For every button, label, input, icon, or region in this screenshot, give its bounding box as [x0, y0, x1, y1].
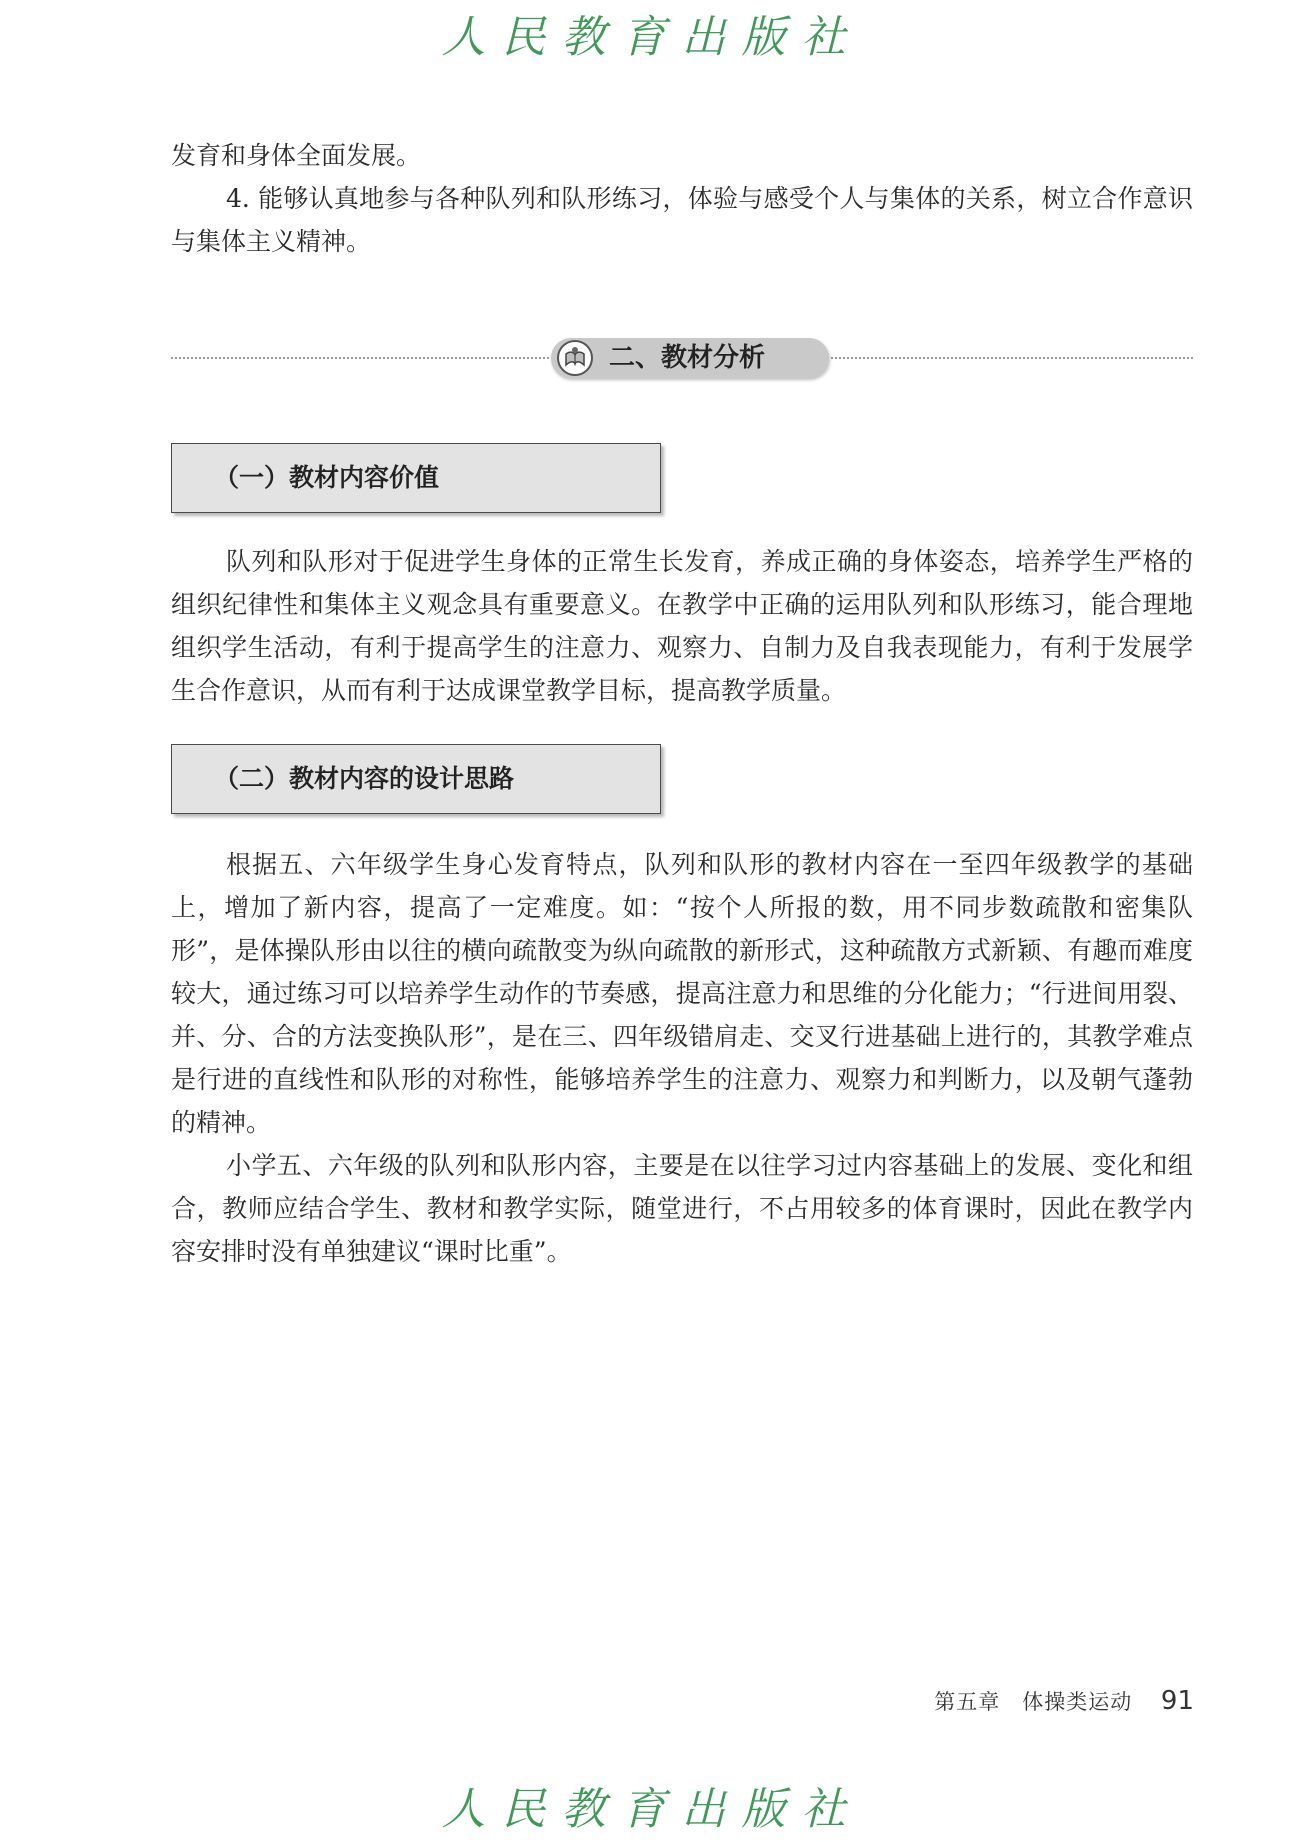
intro-text [171, 134, 1193, 263]
subheading-box-design [171, 744, 661, 814]
publisher-watermark-bottom: 人民教育出版社 [441, 1784, 862, 1835]
objective-4-paragraph: 4. 能够认真地参与各种队列和队形练习，体验与感受个人与集体的关系，树立合作意识与集体主义精神。 [171, 184, 1193, 256]
subheading-value: （一）教材内容价值 [214, 463, 440, 492]
subheading-box-value [171, 443, 661, 513]
subheading-design: （二）教材内容的设计思路 [214, 764, 515, 793]
intro-paragraph: 发育和身体全面发展。 [171, 141, 422, 170]
chapter-label: 第五章 体操类运动 [934, 1690, 1133, 1714]
book-reading-icon [557, 340, 593, 376]
publisher-watermark-top: 人民教育出版社 [441, 12, 862, 63]
page-footer [934, 1683, 1194, 1720]
design-paragraph-2: 小学五、六年级的队列和队形内容，主要是在以往学习过内容基础上的发展、变化和组合，教师应结合学生、教材和教学实际，随堂进行，不占用较多的体育课时，因此在教学内容安排时没有单独建议“课时比重”。 [171, 1151, 1193, 1266]
page-number: 91 [1160, 1686, 1194, 1716]
section-banner [171, 338, 1193, 378]
design-text [171, 843, 1193, 1273]
section-title: 二、教材分析 [609, 343, 766, 373]
value-paragraph: 队列和队形对于促进学生身体的正常生长发育，养成正确的身体姿态，培养学生严格的组织纪律性和集体主义观念具有重要意义。在教学中正确的运用队列和队形练习，能合理地组织学生活动，有利于提高学生的注意力、观察力、自制力及自我表现能力，有利于发展学生合作意识，从而有利于达成课堂教学目标，提高教学质量。 [171, 547, 1193, 705]
design-paragraph-1: 根据五、六年级学生身心发育特点，队列和队形的教材内容在一至四年级教学的基础上，增加了新内容，提高了一定难度。如：“按个人所报的数，用不同步数疏散和密集队形”，是体操队形由以往的横向疏散变为纵向疏散的新形式，这种疏散方式新颖、有趣而难度较大，通过练习可以培养学生动作的节奏感，提高注意力和思维的分化能力；“行进间用裂、并、分、合的方法变换队形”，是在三、四年级错肩走、交叉行进基础上进行的，其教学难点是行进的直线性和队形的对称性，能够培养学生的注意力、观察力和判断力，以及朝气蓬勃的精神。 [171, 850, 1193, 1137]
value-text [171, 540, 1193, 712]
section-title-pill [551, 338, 829, 378]
